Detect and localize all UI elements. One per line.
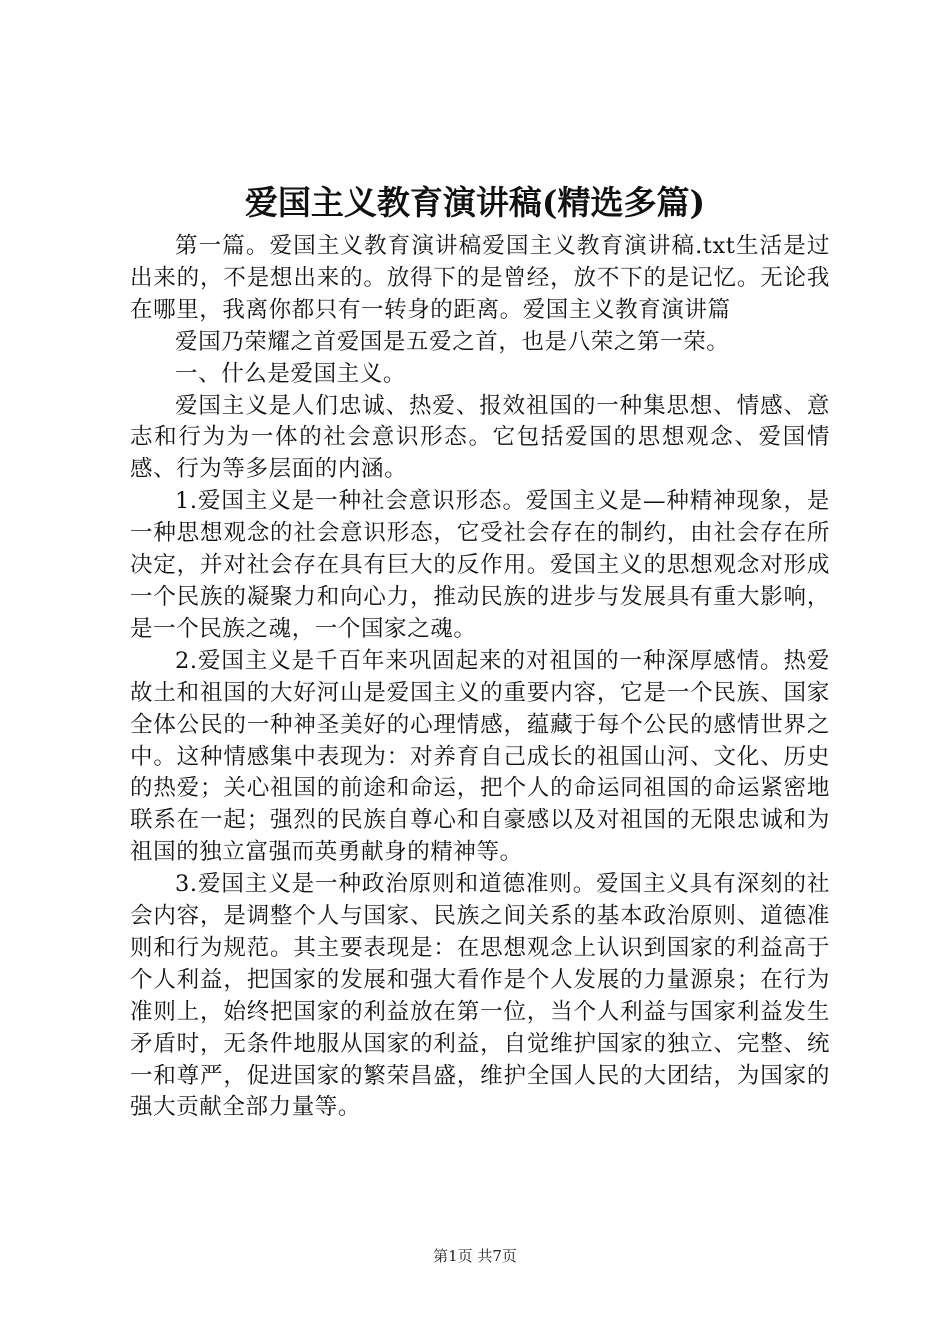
- document-title: 爱国主义教育演讲稿(精选多篇): [244, 183, 706, 222]
- paragraph: 1.爱国主义是一种社会意识形态。爱国主义是—种精神现象，是一种思想观念的社会意识形态，它受社会存在的制约，由社会存在所决定，并对社会存在具有巨大的反作用。爱国主义的思想观念对形成一个民族的凝聚力和向心力，推动民族的进步与发展具有重大影响，是一个民族之魂，一个国家之魂。: [130, 488, 830, 642]
- paragraph: 3.爱国主义是一种政治原则和道德准则。爱国主义具有深刻的社会内容，是调整个人与国家、民族之间关系的基本政治原则、道德准则和行为规范。其主要表现是：在思想观念上认识到国家的利益高于个人利益，把国家的发展和强大看作是个人发展的力量源泉；在行为准则上，始终把国家的利益放在第一位，当个人利益与国家利益发生矛盾时，无条件地服从国家的利益，自觉维护国家的独立、完整、统一和尊严，促进国家的繁荣昌盛，维护全国人民的大团结，为国家的强大贡献全部力量等。: [130, 871, 830, 1121]
- paragraph: 爱国乃荣耀之首爱国是五爱之首，也是八荣之第一荣。: [175, 328, 730, 355]
- paragraph: 爱国主义是人们忠诚、热爱、报效祖国的一种集思想、情感、意志和行为为一体的社会意识形态。它包括爱国的思想观念、爱国情感、行为等多层面的内涵。: [130, 392, 830, 483]
- page-number-footer: 第1页 共7页: [433, 1247, 517, 1265]
- section-heading: 一、什么是爱国主义。: [175, 360, 407, 387]
- document-body: [130, 231, 830, 1124]
- paragraph: 第一篇。爱国主义教育演讲稿爱国主义教育演讲稿.txt生活是过出来的，不是想出来的。放得下的是曾经，放不下的是记忆。无论我在哪里，我离你都只有一转身的距离。爱国主义教育演讲篇: [130, 233, 830, 323]
- paragraph: 2.爱国主义是千百年来巩固起来的对祖国的一种深厚感情。热爱故土和祖国的大好河山是爱国主义的重要内容，它是一个民族、国家全体公民的一种神圣美好的心理情感，蕴藏于每个公民的感情世界之中。这种情感集中表现为：对养育自己成长的祖国山河、文化、历史的热爱；关心祖国的前途和命运，把个人的命运同祖国的命运紧密地联系在一起；强烈的民族自尊心和自豪感以及对祖国的无限忠诚和为祖国的独立富强而英勇献身的精神等。: [130, 647, 830, 866]
